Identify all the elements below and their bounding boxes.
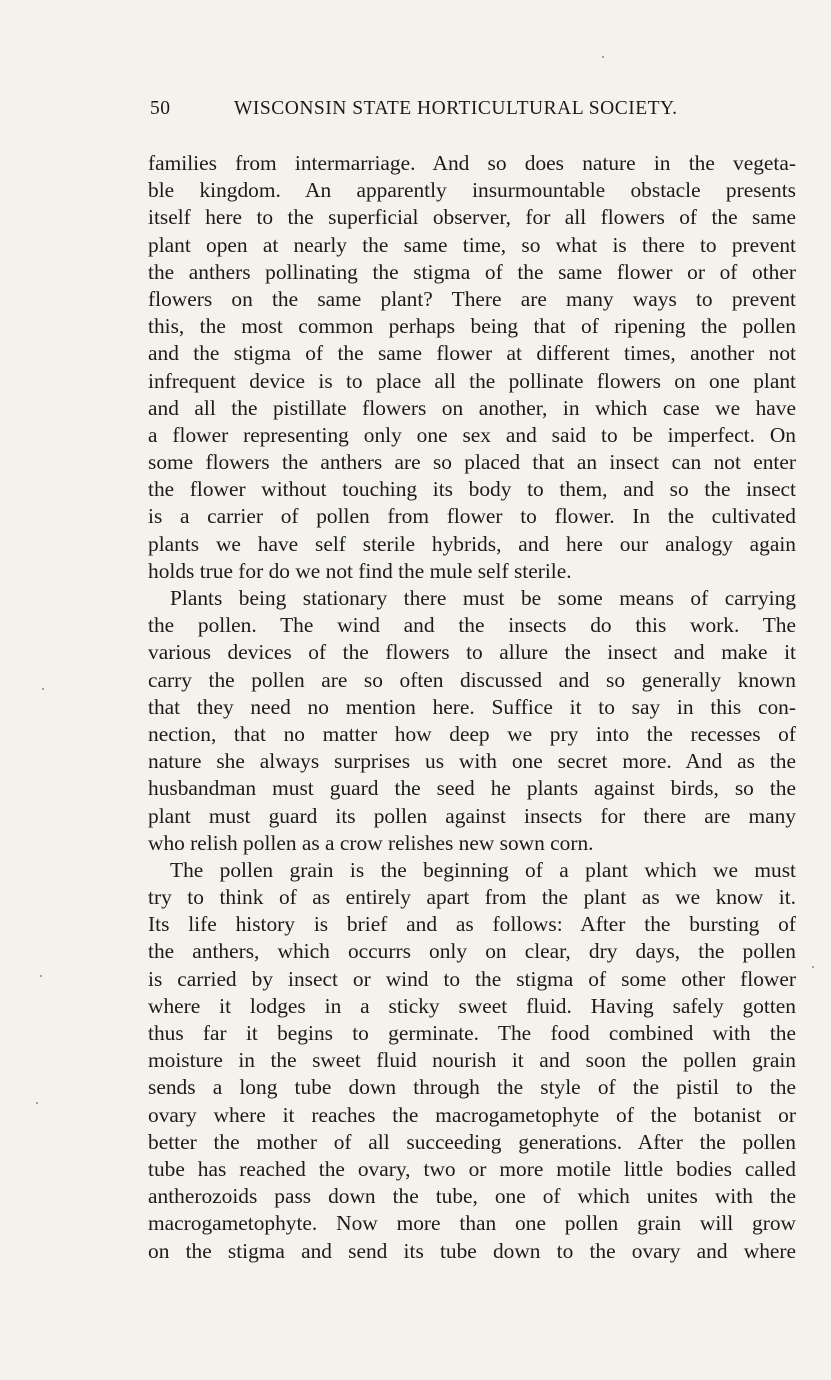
text-line: better the mother of all succeeding generations. After the pollen [148,1129,796,1154]
text-line: that they need no mention here. Suffice it to say in this con- [148,694,796,719]
text-line: flowers on the same plant? There are many ways to prevent [148,286,796,311]
body-text [148,150,796,1265]
text-line: antherozoids pass down the tube, one of which unites with the [148,1184,796,1209]
text-line: a flower representing only one sex and said to be imperfect. On [148,422,796,447]
text-line: carry the pollen are so often discussed and so generally known [148,667,796,692]
text-line: families from intermarriage. And so does nature in the vegeta- [148,151,796,175]
text-line: itself here to the superficial observer, for all flowers of the same [148,205,796,230]
text-line: the pollen. The wind and the insects do this work. The [148,613,796,638]
text-line: plant must guard its pollen against insects for there are many [148,803,796,828]
text-line: is carried by insect or wind to the stigma of some other flower [148,966,796,991]
text-line: tube has reached the ovary, two or more motile little bodies called [148,1156,796,1181]
scan-speck [812,966,814,968]
text-line: sends a long tube down through the style of the pistil to the [148,1075,796,1100]
text-line: plant open at nearly the same time, so what is there to prevent [148,232,796,257]
text-line: the anthers pollinating the stigma of the same flower or of other [148,259,796,284]
page-header [150,98,730,130]
scan-speck [36,1102,38,1104]
text-line: where it lodges in a sticky sweet fluid. Having safely gotten [148,993,796,1018]
text-line: plants we have self sterile hybrids, and here our analogy again [148,531,796,556]
page-number: 50 [150,98,171,119]
text-line: Its life history is brief and as follows: After the bursting of [148,912,796,937]
text-line: nature she always surprises us with one secret more. And as the [148,749,796,774]
scan-speck [42,688,44,690]
text-line: who relish pollen as a crow relishes new sown corn. [148,830,594,855]
text-line: the anthers, which occurrs only on clear, dry days, the pollen [148,939,796,964]
text-line: on the stigma and send its tube down to the ovary and where [148,1238,796,1263]
paragraph-first-line: Plants being stationary there must be some means of carrying [170,586,796,610]
text-line: husbandman must guard the seed he plants against birds, so the [148,776,796,801]
text-line: moisture in the sweet fluid nourish it and soon the pollen grain [148,1048,796,1073]
text-line: try to think of as entirely apart from the plant as we know it. [148,885,796,910]
scan-speck [40,975,42,977]
text-line: various devices of the flowers to allure the insect and make it [148,640,796,665]
text-line: nection, that no matter how deep we pry into the recesses of [148,721,796,746]
text-line: this, the most common perhaps being that of ripening the pollen [148,314,796,339]
text-line: holds true for do we not find the mule self sterile. [148,558,572,583]
text-line: ble kingdom. An apparently insurmountable obstacle presents [148,178,796,203]
paragraph-first-line: The pollen grain is the beginning of a plant which we must [170,857,796,882]
scan-speck [602,56,604,58]
text-line: and the stigma of the same flower at different times, another not [148,341,796,366]
text-line: macrogametophyte. Now more than one pollen grain will grow [148,1211,796,1236]
text-line: and all the pistillate flowers on another, in which case we have [148,395,796,420]
text-line: some flowers the anthers are so placed that an insect can not enter [148,450,796,475]
text-line: thus far it begins to germinate. The food combined with the [148,1021,796,1045]
text-line: ovary where it reaches the macrogametophyte of the botanist or [148,1102,796,1127]
text-line: the flower without touching its body to them, and so the insect [148,477,796,502]
text-line: is a carrier of pollen from flower to flower. In the cultivated [148,504,796,529]
text-line: infrequent device is to place all the pollinate flowers on one plant [148,368,796,393]
running-title: WISCONSIN STATE HORTICULTURAL SOCIETY. [234,98,678,119]
